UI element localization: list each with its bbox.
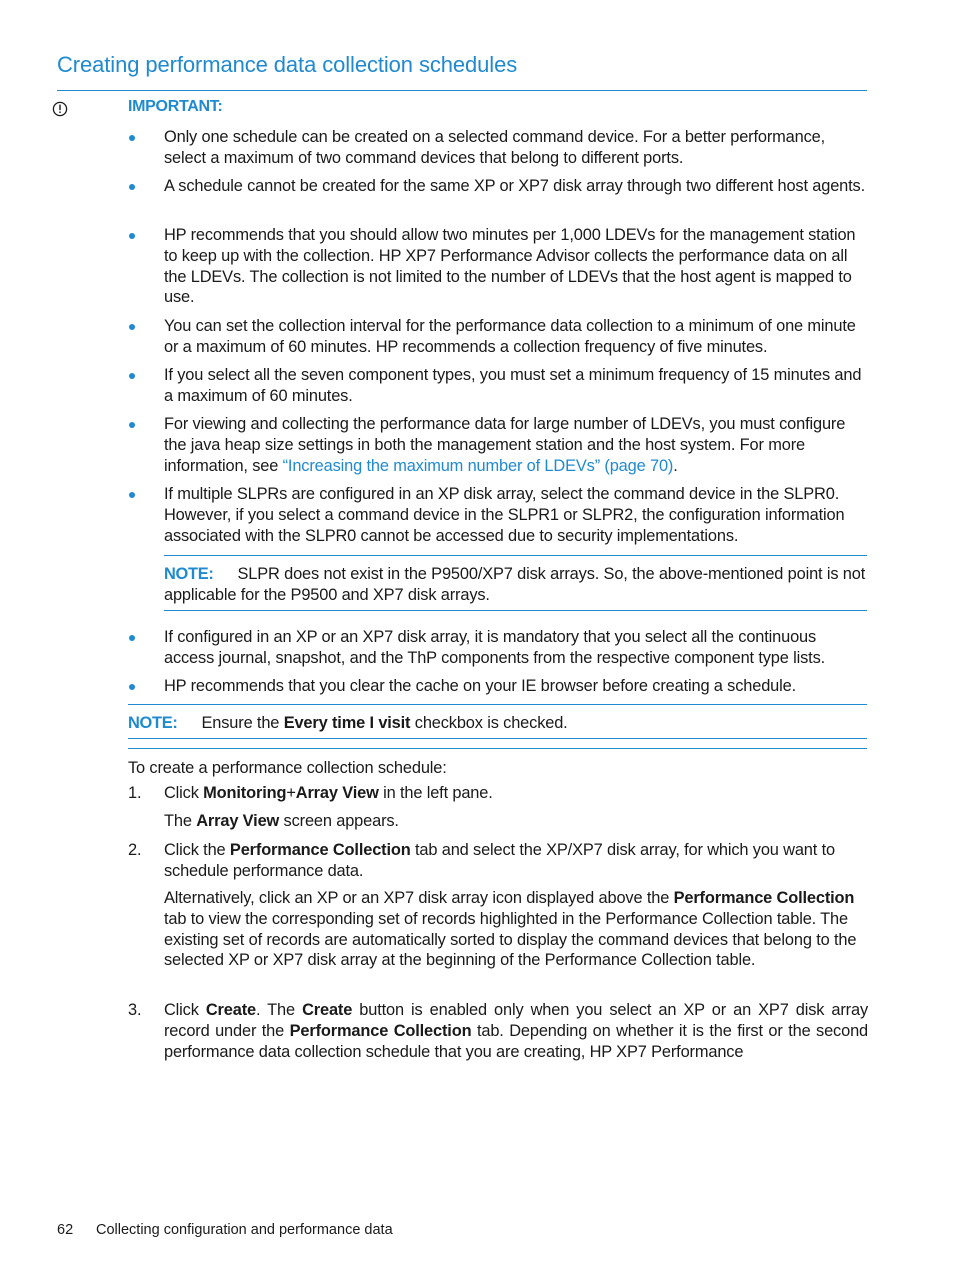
bullet-dot xyxy=(129,422,135,428)
step-2-alternative xyxy=(164,888,868,971)
note-text-end: checkbox is checked. xyxy=(410,714,568,732)
bullet-text: If you select all the seven component types, you must set a minimum frequency of 15 minutes and a maximum of 60 minutes. xyxy=(164,366,862,405)
bullet-text: HP recommends that you clear the cache on your IE browser before creating a schedule. xyxy=(164,677,796,695)
step-text: screen appears. xyxy=(279,812,399,830)
cross-reference-link[interactable]: “Increasing the maximum number of LDEVs” (page 70) xyxy=(282,456,674,475)
list-item xyxy=(128,225,868,316)
step-text: The xyxy=(164,812,197,830)
step-text: tab. Depending on whether it is the first or the second performance data collection schedule that you are creating, HP XP7 Performance xyxy=(164,1021,869,1061)
bullet-dot xyxy=(129,635,135,641)
step-text: Click xyxy=(164,784,204,802)
ui-term: Array View xyxy=(295,784,379,802)
bullet-dot xyxy=(129,492,135,498)
ui-term: Create xyxy=(302,1001,353,1019)
bullet-dot xyxy=(129,184,135,190)
step-1-result xyxy=(164,811,868,832)
section-title: Creating performance data collection schedules xyxy=(57,52,518,77)
step-text: + xyxy=(286,784,296,802)
ui-term: Performance Collection xyxy=(229,841,411,859)
bullet-dot xyxy=(129,233,135,239)
list-item xyxy=(128,484,868,546)
list-item xyxy=(128,127,868,176)
important-end-rule xyxy=(128,748,867,749)
list-item xyxy=(128,414,868,484)
slpr-note xyxy=(164,555,867,611)
list-item xyxy=(128,676,868,697)
ui-term: Performance Collection xyxy=(289,1021,472,1040)
step-text: Click the xyxy=(164,841,230,859)
note-text: Ensure the xyxy=(201,714,284,732)
page-number: 62 xyxy=(57,1222,74,1238)
bullet-text: For viewing and collecting the performance data for large number of LDEVs, you must configure the java heap size settings in both the management station and the host system. For more information, see xyxy=(164,415,846,475)
important-icon xyxy=(52,101,68,117)
step-number: 3. xyxy=(128,1001,142,1019)
step-text: in the left pane. xyxy=(378,784,493,802)
important-label: IMPORTANT: xyxy=(128,98,223,115)
browser-note xyxy=(128,704,867,739)
ui-term: Performance Collection xyxy=(673,889,855,907)
step-text: Alternatively, click an XP or an XP7 disk array icon displayed above the xyxy=(164,889,674,907)
note-text: SLPR does not exist in the P9500/XP7 disk arrays. So, the above-mentioned point is not applicable for the P9500 and XP7 disk arrays. xyxy=(164,565,866,604)
important-bullet-list xyxy=(128,127,868,546)
procedure-intro: To create a performance collection schedule: xyxy=(128,759,447,777)
list-item xyxy=(128,316,868,365)
note-label: NOTE: xyxy=(164,565,214,583)
bullet-text: HP recommends that you should allow two minutes per 1,000 LDEVs for the management station to keep up with the collection. HP XP7 Performance Advisor collects the performance data on all the LDEVs. The collection is not limited to the number of LDEVs that the host agent is mapped to use. xyxy=(164,226,856,307)
ui-term: Monitoring xyxy=(203,784,287,802)
step-number: 2. xyxy=(128,841,142,859)
ui-term: Create xyxy=(205,1001,256,1019)
bullet-dot xyxy=(129,684,135,690)
list-item xyxy=(128,176,868,225)
bullet-dot xyxy=(129,324,135,330)
setting-name: Every time I visit xyxy=(283,714,411,732)
bullet-text: A schedule cannot be created for the same XP or XP7 disk array through two different host agents. xyxy=(164,177,865,195)
step-text: Click xyxy=(164,1001,206,1019)
title-rule xyxy=(57,90,867,91)
step-3-text xyxy=(164,1000,868,1062)
list-item xyxy=(128,365,868,414)
bullet-text: If configured in an XP or an XP7 disk array, it is mandatory that you select all the continuous access journal, snapshot, and the ThP components from the respective component type lists. xyxy=(164,628,826,667)
step-number: 1. xyxy=(128,784,142,802)
step-text: tab to view the corresponding set of records highlighted in the Performance Collection table. The existing set of records are automatically sorted to display the command devices that belong to the selected XP or XP7 disk array at the beginning of the Performance Collection table. xyxy=(164,909,857,970)
bullet-text: If multiple SLPRs are configured in an XP disk array, select the command device in the SLPR0. However, if you select a command device in the SLPR1 or SLPR2, the configuration information associated with the SLPR0 cannot be accessed due to security implementations. xyxy=(164,485,845,545)
step-text: button is enabled only when you select an XP or an XP7 disk array record under the xyxy=(164,1001,868,1040)
list-item xyxy=(128,627,868,676)
bullet-dot xyxy=(129,135,135,141)
step-2-text xyxy=(164,840,868,882)
step-text: . The xyxy=(255,1001,303,1019)
bullet-text: You can set the collection interval for the performance data collection to a minimum of one minute or a maximum of 60 minutes. HP recommends a collection frequency of five minutes. xyxy=(164,317,856,356)
step-1-text xyxy=(164,783,868,804)
step-text: tab and select the XP/XP7 disk array, for which you want to schedule performance data. xyxy=(164,841,835,880)
important-bullet-list-continued xyxy=(128,627,868,697)
bullet-text-end: . xyxy=(673,456,678,475)
bullet-text: Only one schedule can be created on a selected command device. For a better performance, select a maximum of two command devices that belong to different ports. xyxy=(164,128,826,167)
note-label: NOTE: xyxy=(128,714,178,732)
chapter-title: Collecting configuration and performance data xyxy=(96,1222,393,1238)
bullet-dot xyxy=(129,373,135,379)
ui-term: Array View xyxy=(196,812,280,830)
